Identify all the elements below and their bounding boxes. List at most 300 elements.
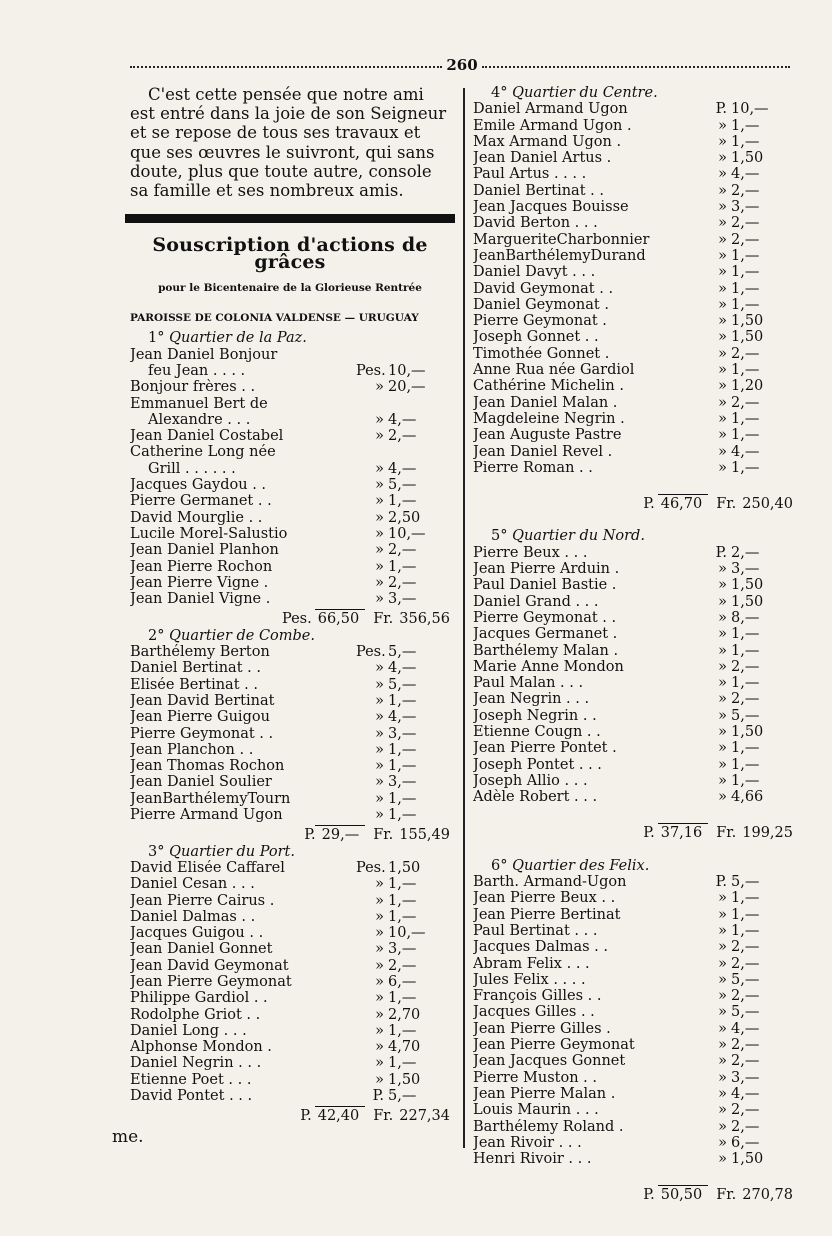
quartier-title — [130, 330, 450, 346]
prose-line: doute, plus que toute autre, console — [130, 161, 432, 181]
currency-mark: » — [718, 691, 727, 708]
currency-mark: » — [718, 707, 727, 724]
subscriber-amount: 1,50 — [388, 1071, 421, 1088]
currency-mark: » — [718, 971, 727, 988]
total-francs-label: Fr. — [373, 611, 394, 628]
quartier-total — [473, 496, 793, 512]
subscriber-row — [130, 1023, 450, 1039]
subscriber-amount: 6,— — [388, 973, 417, 990]
subscriber-row — [130, 493, 450, 509]
currency-mark: » — [375, 660, 384, 677]
currency-mark — [356, 396, 388, 412]
subscriber-name: Daniel Bertinat . . — [130, 660, 261, 677]
subscriber-amount: 1,— — [388, 807, 417, 824]
subscriber-name: David Mourglie . . — [130, 509, 263, 526]
subscriber-row — [130, 526, 450, 542]
subscriber-name: Jean Daniel Planhon — [130, 542, 279, 559]
margin-note: me. — [112, 1127, 144, 1147]
section-separator-bar — [125, 214, 455, 223]
quartier-total — [130, 827, 450, 843]
subscriber-row — [130, 461, 450, 477]
currency-mark: » — [375, 509, 384, 526]
subscriber-row — [130, 575, 450, 591]
subscriber-name: Jean Thomas Rochon — [130, 758, 285, 775]
currency-mark: » — [375, 460, 384, 477]
subscriber-amount: 1,— — [731, 922, 760, 939]
subscriber-name: Jean Jacques Bouisse — [473, 199, 629, 216]
subscriber-amount — [388, 396, 450, 412]
subscriber-amount: 2,— — [731, 231, 760, 248]
subscriber-amount: 4,— — [731, 1020, 760, 1037]
subscriber-row — [130, 677, 450, 693]
subscriber-row — [473, 643, 793, 659]
subscriber-row — [473, 395, 793, 411]
subscriber-row — [130, 379, 450, 395]
subscriber-name: Pierre Germanet . . — [130, 493, 272, 510]
subscriber-name: Daniel Geymonat . — [473, 296, 609, 313]
subscriber-amount: 1,— — [731, 362, 760, 379]
subscriber-amount: 6,— — [731, 1134, 760, 1151]
subscriber-row — [473, 1119, 793, 1135]
currency-mark: » — [375, 807, 384, 824]
subscriber-name: Daniel Negrin . . . — [130, 1055, 262, 1072]
quartier-total — [473, 1187, 793, 1203]
subscriber-row — [473, 939, 793, 955]
subscriber-row — [130, 428, 450, 444]
currency-mark: » — [718, 329, 727, 346]
currency-mark: » — [718, 296, 727, 313]
subscriber-name: Jean Pierre Gilles . — [473, 1020, 611, 1037]
subscriber-amount: 1,— — [388, 990, 417, 1007]
subscriber-row — [130, 1072, 450, 1088]
subscriber-name: Jean Daniel Malan . — [473, 394, 618, 411]
currency-mark: » — [718, 756, 727, 773]
currency-mark: » — [375, 591, 384, 608]
currency-mark: » — [718, 723, 727, 740]
subscriber-amount: 20,— — [388, 379, 426, 396]
subscriber-amount: 3,— — [731, 561, 760, 578]
subscriber-amount: 2,— — [731, 1118, 760, 1135]
subscriber-row — [473, 594, 793, 610]
subscriber-amount: 1,— — [731, 626, 760, 643]
total-gap — [473, 805, 793, 821]
subscriber-amount: 1,— — [731, 296, 760, 313]
subscriber-row — [473, 1037, 793, 1053]
subscriber-amount: 2,— — [731, 394, 760, 411]
subscriber-row — [130, 1039, 450, 1055]
subscriber-amount: 2,— — [731, 691, 760, 708]
currency-mark: » — [718, 427, 727, 444]
subscriber-row — [130, 909, 450, 925]
currency-mark: P. — [372, 1088, 384, 1105]
subscriber-name: François Gilles . . — [473, 988, 602, 1005]
subscriber-row — [130, 876, 450, 892]
prose-line: C'est cette pensée que notre ami — [148, 85, 424, 104]
subscriber-row — [473, 561, 793, 577]
total-rule — [315, 1106, 365, 1107]
subscriber-name: Paul Malan . . . — [473, 675, 584, 692]
currency-mark: » — [718, 1151, 727, 1168]
subscriber-name: Alphonse Mondon . — [130, 1039, 272, 1056]
subscriber-name: Grill . . . . . . — [148, 460, 236, 477]
subscriber-name: Philippe Gardiol . . — [130, 990, 268, 1007]
subscriber-amount: 2,— — [731, 345, 760, 362]
subscriber-row — [130, 726, 450, 742]
subscriber-row — [473, 1102, 793, 1118]
currency-mark: » — [718, 1069, 727, 1086]
quartier-title — [473, 528, 793, 544]
quartier-ordinal: 2° — [148, 627, 165, 644]
subscriber-amount: 5,— — [731, 1004, 760, 1021]
subscriber-amount: 4,— — [388, 709, 417, 726]
subscriber-name: Jean Daniel Soulier — [130, 774, 272, 791]
currency-mark: » — [375, 892, 384, 909]
quartier-name: Quartier du Centre. — [512, 85, 658, 101]
subscriber-row — [130, 347, 450, 363]
total-pesos-value: 29,— — [321, 827, 360, 844]
subscriber-row — [473, 134, 793, 150]
subscriber-name: Rodolphe Griot . . — [130, 1006, 261, 1023]
quartier-ordinal: 3° — [148, 843, 165, 860]
currency-mark: » — [375, 542, 384, 559]
subscriber-row — [130, 742, 450, 758]
subscriber-amount: 3,— — [388, 774, 417, 791]
subscriber-name: Daniel Grand . . . — [473, 593, 599, 610]
total-currency-label: P. — [300, 1108, 312, 1125]
currency-mark: » — [718, 280, 727, 297]
section-subtitle: pour le Bicentenaire de la Glorieuse Rentrée — [158, 281, 422, 294]
subscriber-row — [473, 150, 793, 166]
page-header — [130, 58, 790, 72]
total-pesos-value: 46,70 — [660, 496, 703, 513]
subscriber-row — [473, 724, 793, 740]
total-francs-label: Fr. — [716, 1187, 737, 1204]
subscriber-row — [130, 925, 450, 941]
subscriber-row — [473, 411, 793, 427]
subscriber-amount: 4,70 — [388, 1039, 421, 1056]
subscriber-name: Daniel Long . . . — [130, 1022, 247, 1039]
subscriber-name: Daniel Davyt . . . — [473, 264, 596, 281]
subscriber-row — [473, 874, 793, 890]
currency-mark: » — [375, 574, 384, 591]
subscriber-name: Adèle Robert . . . — [473, 789, 598, 806]
subscriber-amount: 1,— — [731, 427, 760, 444]
prose-line: que ses œuvres le suivront, qui sans — [130, 142, 435, 162]
currency-mark: » — [718, 345, 727, 362]
currency-mark: » — [718, 561, 727, 578]
total-francs-value: 199,25 — [742, 825, 793, 842]
subscriber-amount: 2,50 — [388, 509, 421, 526]
subscriber-row — [473, 264, 793, 280]
total-currency-label: P. — [304, 827, 316, 844]
subscriber-row — [130, 510, 450, 526]
subscriber-row — [473, 427, 793, 443]
total-rule — [315, 825, 365, 826]
subscriber-name: Paul Daniel Bastie . — [473, 577, 617, 594]
subscriber-row — [473, 166, 793, 182]
subscriber-amount — [388, 444, 450, 460]
subscriber-row — [473, 118, 793, 134]
subscriber-name: Jean Pierre Bertinat — [473, 906, 621, 923]
subscriber-row — [473, 610, 793, 626]
total-currency-label: P. — [643, 496, 655, 513]
subscriber-name: David Elisée Caffarel — [130, 859, 285, 876]
total-francs-value: 155,49 — [399, 827, 450, 844]
subscriber-amount: 1,— — [731, 410, 760, 427]
subscriber-row — [473, 183, 793, 199]
subscriber-row — [130, 709, 450, 725]
subscriber-amount: 5,— — [731, 707, 760, 724]
subscriber-amount: 1,50 — [731, 723, 764, 740]
total-rule — [658, 494, 708, 495]
currency-mark: » — [375, 741, 384, 758]
subscriber-name: Jean David Geymonat — [130, 957, 289, 974]
currency-mark: » — [718, 955, 727, 972]
subscriber-row — [473, 740, 793, 756]
quartier-name: Quartier de la Paz. — [169, 330, 307, 347]
subscriber-name: Jean Pierre Geymonat — [130, 973, 292, 990]
currency-mark: » — [718, 231, 727, 248]
subscriber-row — [473, 1021, 793, 1037]
subscriber-row — [130, 958, 450, 974]
currency-mark: » — [718, 199, 727, 216]
currency-mark: » — [718, 215, 727, 232]
total-gap — [473, 1167, 793, 1183]
left-quartiers — [130, 330, 450, 1124]
subscriber-row — [130, 774, 450, 790]
currency-mark: » — [718, 1053, 727, 1070]
subscriber-amount: 3,— — [388, 941, 417, 958]
subscriber-amount: 1,— — [388, 758, 417, 775]
total-currency-label: P. — [643, 825, 655, 842]
quartier-total — [130, 1108, 450, 1124]
subscriber-amount: 2,— — [731, 955, 760, 972]
subscriber-row — [473, 757, 793, 773]
currency-mark: » — [375, 990, 384, 1007]
subscriber-name: JeanBarthélemyDurand — [473, 247, 646, 264]
subscriber-name: MargueriteCharbonnier — [473, 231, 650, 248]
subscriber-amount: 4,— — [388, 660, 417, 677]
currency-mark: » — [375, 1006, 384, 1023]
quartier-ordinal: 5° — [491, 528, 508, 545]
subscriber-name: Jean Auguste Pastre — [473, 427, 622, 444]
subscriber-name: Etienne Poet . . . — [130, 1071, 252, 1088]
subscriber-row — [473, 101, 793, 117]
subscriber-name: Timothée Gonnet . — [473, 345, 610, 362]
subscriber-amount: 1,— — [388, 908, 417, 925]
currency-mark: » — [375, 477, 384, 494]
subscriber-name: Paul Bertinat . . . — [473, 922, 598, 939]
currency-mark: » — [375, 1055, 384, 1072]
subscriber-amount: 1,50 — [731, 593, 764, 610]
subscriber-row — [473, 1135, 793, 1151]
currency-mark: » — [375, 973, 384, 990]
subscriber-amount: 1,— — [731, 906, 760, 923]
subscriber-row — [473, 890, 793, 906]
quartier-name: Quartier de Combe. — [169, 627, 315, 644]
total-currency-label: Pes. — [281, 611, 312, 628]
subscriber-name: Joseph Gonnet . . — [473, 329, 599, 346]
currency-mark: » — [375, 676, 384, 693]
subscriber-row — [130, 644, 450, 660]
currency-mark: » — [375, 790, 384, 807]
subscriber-name: Pierre Muston . . — [473, 1069, 597, 1086]
subscriber-row — [473, 577, 793, 593]
total-francs-label: Fr. — [716, 496, 737, 513]
subscriber-name: Barthélemy Roland . — [473, 1118, 624, 1135]
quartier-ordinal: 4° — [491, 85, 508, 101]
currency-mark: » — [375, 774, 384, 791]
subscriber-amount: 1,— — [731, 642, 760, 659]
subscriber-amount: 1,— — [731, 890, 760, 907]
quartier-name: Quartier des Felix. — [512, 857, 650, 874]
currency-mark: » — [375, 758, 384, 775]
subscriber-name: Alexandre . . . — [148, 411, 251, 428]
subscriber-name: Pierre Beux . . . — [473, 544, 588, 561]
header-rule-left — [130, 66, 442, 68]
subscriber-name: Paul Artus . . . . — [473, 166, 587, 183]
subscriber-name: Jacques Dalmas . . — [473, 939, 609, 956]
subscriber-name: Jean Planchon . . — [130, 741, 254, 758]
subscriber-row — [473, 199, 793, 215]
subscriber-name: Jacques Germanet . — [473, 626, 618, 643]
subscriber-amount: 5,— — [388, 644, 417, 661]
subscriber-amount: 1,— — [388, 1022, 417, 1039]
subscriber-row — [130, 1055, 450, 1071]
quartier-title — [473, 85, 793, 101]
subscriber-name: Jean Pierre Vigne . — [130, 574, 269, 591]
total-rule — [658, 823, 708, 824]
subscriber-name: Jean Jacques Gonnet — [473, 1053, 626, 1070]
header-rule-right — [482, 66, 790, 68]
subscriber-name: JeanBarthélemyTourn — [130, 790, 291, 807]
subscriber-amount: 4,66 — [731, 789, 764, 806]
subscriber-name: Jean Pierre Arduin . — [473, 561, 620, 578]
subscriber-name: Pierre Geymonat . . — [130, 725, 274, 742]
currency-mark: » — [718, 182, 727, 199]
subscriber-amount: 1,— — [731, 280, 760, 297]
subscriber-name: Jacques Gilles . . — [473, 1004, 595, 1021]
currency-mark: » — [718, 906, 727, 923]
quartier-title — [130, 628, 450, 644]
subscriber-amount: 2,— — [388, 574, 417, 591]
subscriber-row — [130, 412, 450, 428]
subscriber-row — [130, 893, 450, 909]
currency-mark: » — [375, 908, 384, 925]
subscriber-row — [130, 1007, 450, 1023]
currency-mark: » — [718, 117, 727, 134]
currency-mark: » — [375, 1039, 384, 1056]
subscriber-row — [473, 460, 793, 476]
currency-mark — [356, 347, 388, 363]
subscriber-name: Bonjour frères . . — [130, 379, 256, 396]
subscriber-amount: 10,— — [388, 363, 426, 379]
subscriber-amount — [388, 347, 450, 363]
quartier-name: Quartier du Port. — [169, 843, 295, 860]
total-francs-value: 356,56 — [399, 611, 450, 628]
subscriber-row — [130, 974, 450, 990]
subscriber-amount: 10,— — [731, 101, 769, 118]
currency-mark: Pes. — [356, 644, 386, 661]
prose-line: est entré dans la joie de son Seigneur — [130, 104, 447, 124]
quartier-name: Quartier du Nord. — [512, 528, 645, 545]
subscriber-name: Jean Pierre Guigou — [130, 709, 270, 726]
section-gap — [473, 512, 793, 528]
subscriber-row — [473, 232, 793, 248]
subscriber-name: Magdeleine Negrin . — [473, 410, 625, 427]
subscriber-amount: 1,— — [388, 692, 417, 709]
currency-mark: Pes. — [356, 859, 386, 876]
subscriber-name: Jean Pierre Geymonat — [473, 1037, 635, 1054]
total-rule — [658, 1185, 708, 1186]
currency-mark: » — [718, 675, 727, 692]
currency-mark: » — [718, 133, 727, 150]
subscriber-amount: 3,— — [388, 591, 417, 608]
subscriber-name: Jean Pierre Cairus . — [130, 892, 275, 909]
subscriber-amount: 2,— — [731, 1037, 760, 1054]
subscriber-row — [130, 444, 450, 460]
subscriber-amount: 1,— — [388, 876, 417, 893]
currency-mark: » — [718, 890, 727, 907]
subscriber-amount: 3,— — [388, 725, 417, 742]
subscriber-name: Emile Armand Ugon . — [473, 117, 632, 134]
subscriber-name: Jean Rivoir . . . — [473, 1134, 582, 1151]
subscriber-row — [130, 477, 450, 493]
subscriber-row — [473, 329, 793, 345]
subscriber-amount: 1,— — [731, 247, 760, 264]
subscriber-row — [130, 860, 450, 876]
currency-mark: » — [375, 493, 384, 510]
subscriber-amount: 2,— — [731, 182, 760, 199]
quartier-title — [473, 858, 793, 874]
total-currency-label: P. — [643, 1187, 655, 1204]
subscriber-amount: 1,— — [388, 790, 417, 807]
currency-mark: » — [718, 1020, 727, 1037]
subscriber-name: feu Jean . . . . — [148, 363, 246, 379]
subscriber-row — [130, 591, 450, 607]
subscriber-amount: 1,— — [731, 756, 760, 773]
subscriber-row — [473, 907, 793, 923]
subscriber-amount: 2,— — [388, 957, 417, 974]
subscriber-name: Joseph Negrin . . — [473, 707, 597, 724]
subscriber-name: Jacques Guigou . . — [130, 925, 264, 942]
subscriber-row — [473, 313, 793, 329]
total-francs-value: 250,40 — [742, 496, 793, 513]
subscriber-name: Daniel Cesan . . . — [130, 876, 255, 893]
subscriber-row — [473, 626, 793, 642]
subscriber-row — [473, 1086, 793, 1102]
currency-mark: » — [375, 411, 384, 428]
subscriber-amount: 3,— — [731, 199, 760, 216]
subscriber-amount: 4,— — [731, 166, 760, 183]
subscriber-name: David Geymonat . . — [473, 280, 614, 297]
subscriber-amount: 1,50 — [731, 150, 764, 167]
currency-mark: » — [718, 1118, 727, 1135]
subscriber-name: Pierre Geymonat . . — [473, 609, 617, 626]
subscriber-name: Jean Daniel Bonjour — [130, 346, 278, 363]
subscriber-name: Barthélemy Berton — [130, 644, 270, 661]
subscriber-amount: 1,50 — [388, 859, 421, 876]
subscriber-amount: 5,— — [731, 874, 760, 891]
subscriber-name: Louis Maurin . . . — [473, 1102, 599, 1119]
right-column — [473, 85, 793, 1204]
subscriber-row — [473, 1151, 793, 1167]
total-francs-label: Fr. — [373, 1108, 394, 1125]
subscriber-amount: 5,— — [731, 971, 760, 988]
subscriber-row — [473, 378, 793, 394]
subscriber-amount: 5,— — [388, 1088, 417, 1105]
subscriber-name: Pierre Armand Ugon — [130, 807, 283, 824]
